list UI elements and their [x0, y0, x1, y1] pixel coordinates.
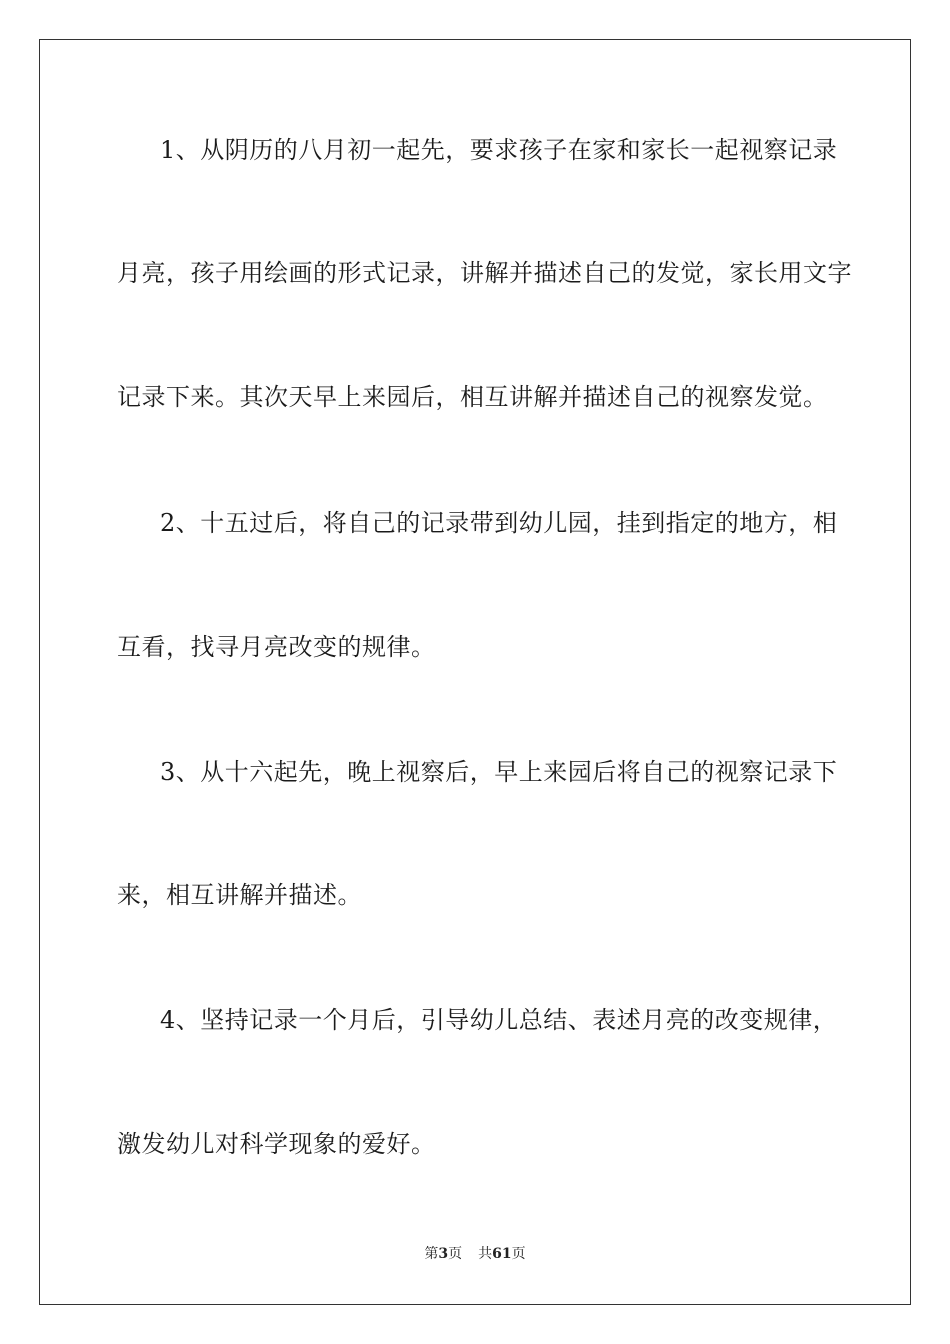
paragraph-1-line-3: 记录下来。其次天早上来园后，相互讲解并描述自己的视察发觉。	[117, 383, 828, 411]
paragraph-1-line-1: 1、从阴历的八月初一起先，要求孩子在家和家长一起视察记录	[160, 136, 838, 164]
paragraph-3-line-2: 来，相互讲解并描述。	[117, 881, 362, 909]
total-pages: 61	[492, 1246, 512, 1262]
page-suffix: 页	[448, 1246, 463, 1262]
total-prefix: 共	[478, 1246, 493, 1262]
page-border	[39, 39, 911, 1305]
paragraph-2-line-2: 互看，找寻月亮改变的规律。	[117, 633, 436, 661]
page-number: 3	[438, 1246, 449, 1262]
paragraph-2-line-1: 2、十五过后，将自己的记录带到幼儿园，挂到指定的地方，相	[160, 509, 838, 537]
paragraph-1-line-2: 月亮，孩子用绘画的形式记录，讲解并描述自己的发觉，家长用文字	[117, 259, 852, 287]
paragraph-4-line-2: 激发幼儿对科学现象的爱好。	[117, 1130, 436, 1158]
page-prefix: 第	[424, 1246, 439, 1262]
paragraph-3-line-1: 3、从十六起先，晚上视察后，早上来园后将自己的视察记录下	[160, 758, 838, 786]
total-suffix: 页	[511, 1246, 526, 1262]
page-footer	[0, 1245, 950, 1263]
paragraph-4-line-1: 4、坚持记录一个月后，引导幼儿总结、表述月亮的改变规律，	[160, 1006, 838, 1034]
